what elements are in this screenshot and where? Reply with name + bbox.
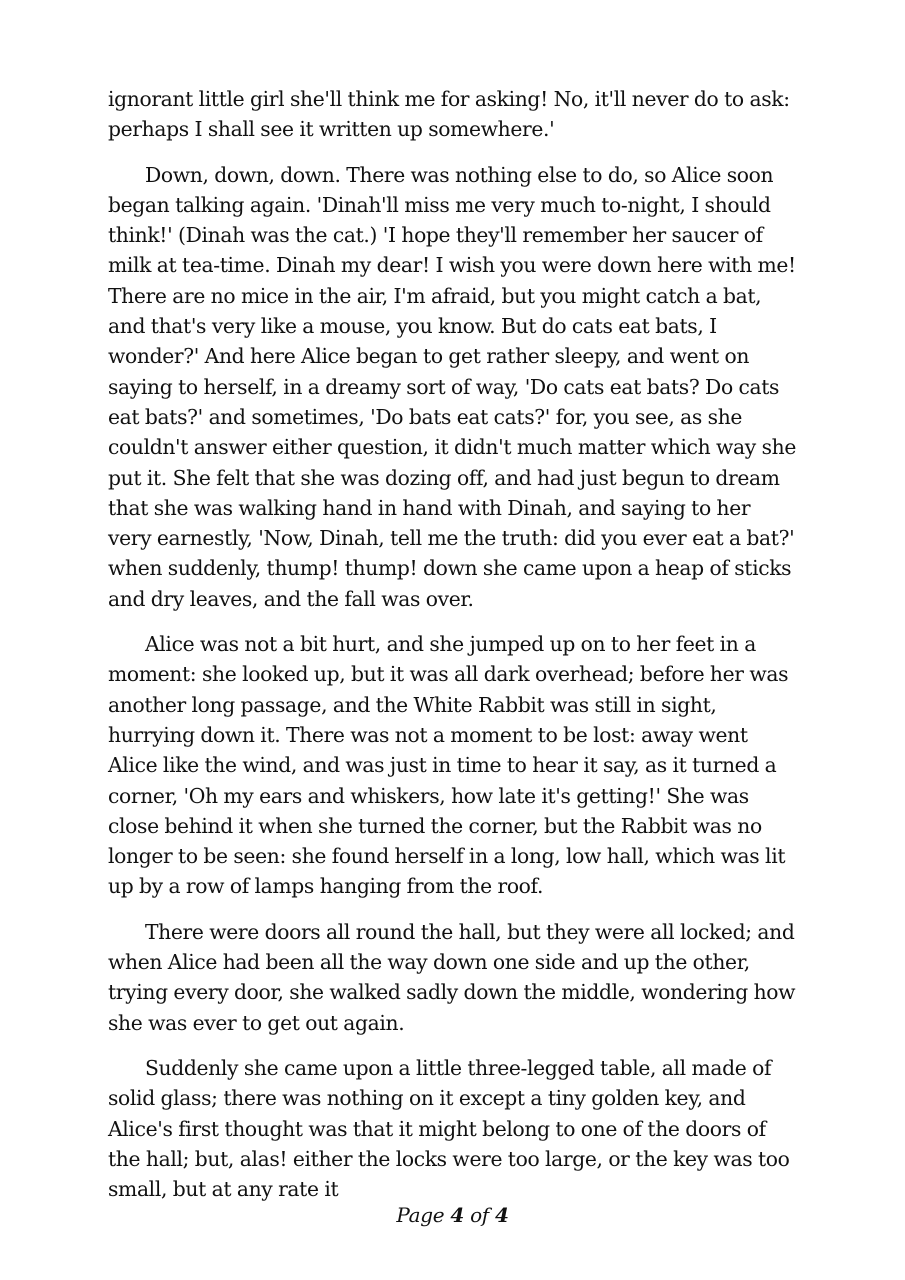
paragraph-4: There were doors all round the hall, but they were all locked; and when Alice had been all the way down one side and up the other, trying every door, she walked sadly down the middle, wondering how she was ever to get out again. (108, 919, 796, 1035)
paragraph-2: Down, down, down. There was nothing else to do, so Alice soon began talking again. 'Dinah'll miss me very much to-night, I should think!' (Dinah was the cat.) 'I hope they'll remember her saucer of milk at tea-time. Dinah my dear! I wish you were down here with me! There are no mice in the air, I'm afraid, but you might catch a bat, and that's very like a mouse, you know. But do cats eat bats, I wonder?' And here Alice began to get rather sleepy, and went on saying to herself, in a dreamy sort of way, 'Do cats eat bats? Do cats eat bats?' and sometimes, 'Do bats eat cats?' for, you see, as she couldn't answer either question, it didn't much matter which way she put it. She felt that she was dozing off, and had just begun to dream that she was walking hand in hand with Dinah, and saying to her very earnestly, 'Now, Dinah, tell me the truth: did you ever eat a bat?' when suddenly, thump! thump! down she came upon a heap of sticks and dry leaves, and the fall was over. (108, 162, 797, 611)
paragraph-5: Suddenly she came upon a little three-legged table, all made of solid glass; there was nothing on it except a tiny golden key, and Alice's first thought was that it might belong to one of the doors of the hall; but, alas! either the locks were too large, or the key was too small, but at any rate it (108, 1055, 790, 1202)
total-pages-number: 4 (494, 1203, 509, 1227)
paragraph-1: ignorant little girl she'll think me for asking! No, it'll never do to ask: perhaps I shall see it written up somewhere.' (108, 87, 790, 142)
page-body (108, 84, 798, 1219)
page-word: Page (396, 1203, 445, 1227)
of-word: of (470, 1203, 489, 1227)
page-footer (0, 1203, 905, 1227)
current-page-number: 4 (450, 1203, 464, 1227)
paragraph-3: Alice was not a bit hurt, and she jumped up on to her feet in a moment: she looked up, but it was all dark overhead; before her was another long passage, and the White Rabbit was still in sight, hurrying down it. There was not a moment to be lost: away went Alice like the wind, and was just in time to hear it say, as it turned a corner, 'Oh my ears and whiskers, how late it's getting!' She was close behind it when she turned the corner, but the Rabbit was no longer to be seen: she found herself in a long, low hall, which was lit up by a row of lamps hanging from the roof. (108, 632, 789, 899)
